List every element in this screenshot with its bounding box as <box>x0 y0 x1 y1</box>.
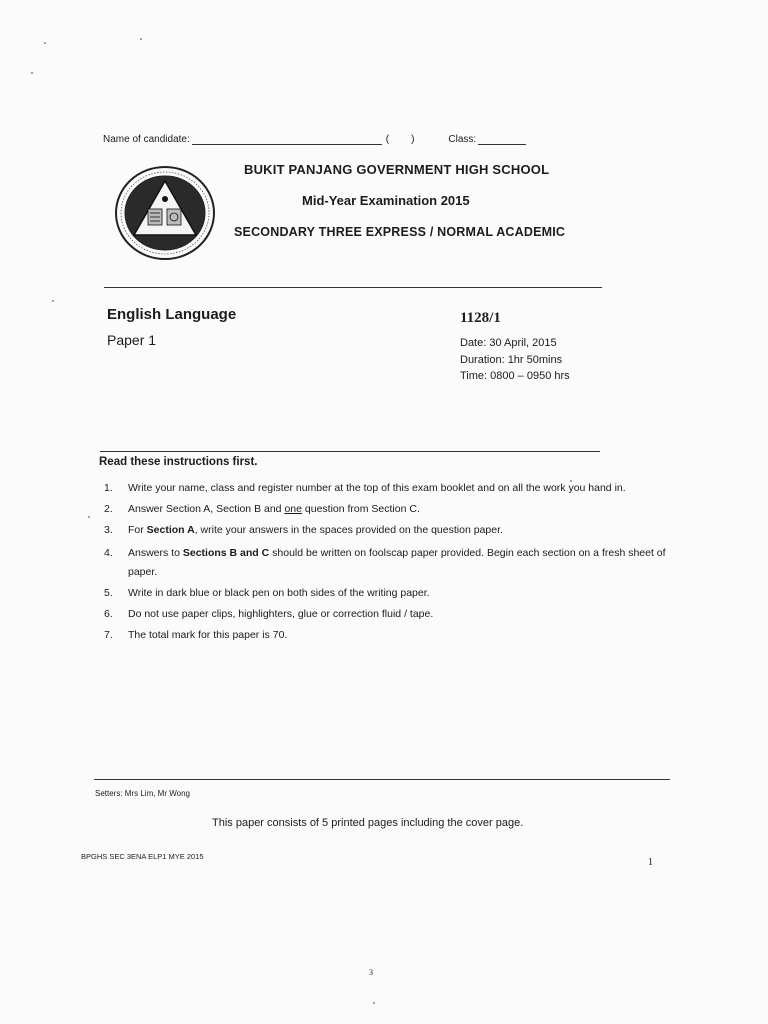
subject-title: English Language <box>107 306 237 323</box>
candidate-name-blank <box>192 135 382 145</box>
paper-code: 1128/1 <box>460 310 501 326</box>
register-paren-close: ) <box>411 134 415 145</box>
class-blank <box>478 135 526 145</box>
scan-speck <box>140 38 142 40</box>
instruction-item: 1. Write your name, class and register number at the top of this exam booklet and on all the work you hand in. <box>104 482 626 494</box>
page-number-bottom: 3 <box>369 968 373 977</box>
page-number: 1 <box>648 857 653 868</box>
candidate-row <box>103 134 526 145</box>
candidate-label: Name of candidate: <box>103 134 190 145</box>
pages-note: This paper consists of 5 printed pages including the cover page. <box>212 817 524 829</box>
register-paren-open: ( <box>385 134 390 145</box>
instructions-heading: Read these instructions first. <box>99 456 258 468</box>
instruction-item: 3. For Section A, write your answers in the spaces provided on the question paper. <box>104 524 503 536</box>
divider-bottom <box>94 779 670 780</box>
divider-middle <box>100 451 600 452</box>
divider-top <box>104 287 602 288</box>
instruction-item: 2. Answer Section A, Section B and one question from Section C. <box>104 503 420 515</box>
paper-number: Paper 1 <box>107 332 157 348</box>
scan-speck <box>44 42 46 44</box>
scan-speck <box>373 1002 375 1004</box>
class-label: Class: <box>448 134 477 145</box>
instructions-list <box>104 481 684 649</box>
paper-meta <box>460 335 570 385</box>
instruction-item: 5. Write in dark blue or black pen on both sides of the writing paper. <box>104 587 430 599</box>
setters: Setters: Mrs Lim, Mr Wong <box>95 789 190 798</box>
scan-speck <box>31 72 33 74</box>
scan-speck <box>88 516 90 518</box>
scan-speck <box>52 300 54 302</box>
exam-duration: Duration: 1hr 50mins <box>460 353 563 366</box>
instruction-item: 4. Answers to Sections B and C should be written on foolscap paper provided. Begin each section on a fresh sheet of paper. <box>104 547 666 578</box>
school-name: BUKIT PANJANG GOVERNMENT HIGH SCHOOL <box>244 162 550 177</box>
instruction-item: 7. The total mark for this paper is 70. <box>104 629 288 641</box>
exam-time: Time: 0800 – 0950 hrs <box>460 370 570 382</box>
scan-speck <box>570 480 572 482</box>
exam-title: Mid-Year Examination 2015 <box>302 193 470 208</box>
instruction-item: 6. Do not use paper clips, highlighters, glue or correction fluid / tape. <box>104 608 434 620</box>
paper-reference: BPGHS SEC 3ENA ELP1 MYE 2015 <box>81 852 204 861</box>
exam-level: SECONDARY THREE EXPRESS / NORMAL ACADEMIC <box>234 225 566 239</box>
school-seal-icon <box>114 165 216 261</box>
exam-date: Date: 30 April, 2015 <box>460 337 557 349</box>
